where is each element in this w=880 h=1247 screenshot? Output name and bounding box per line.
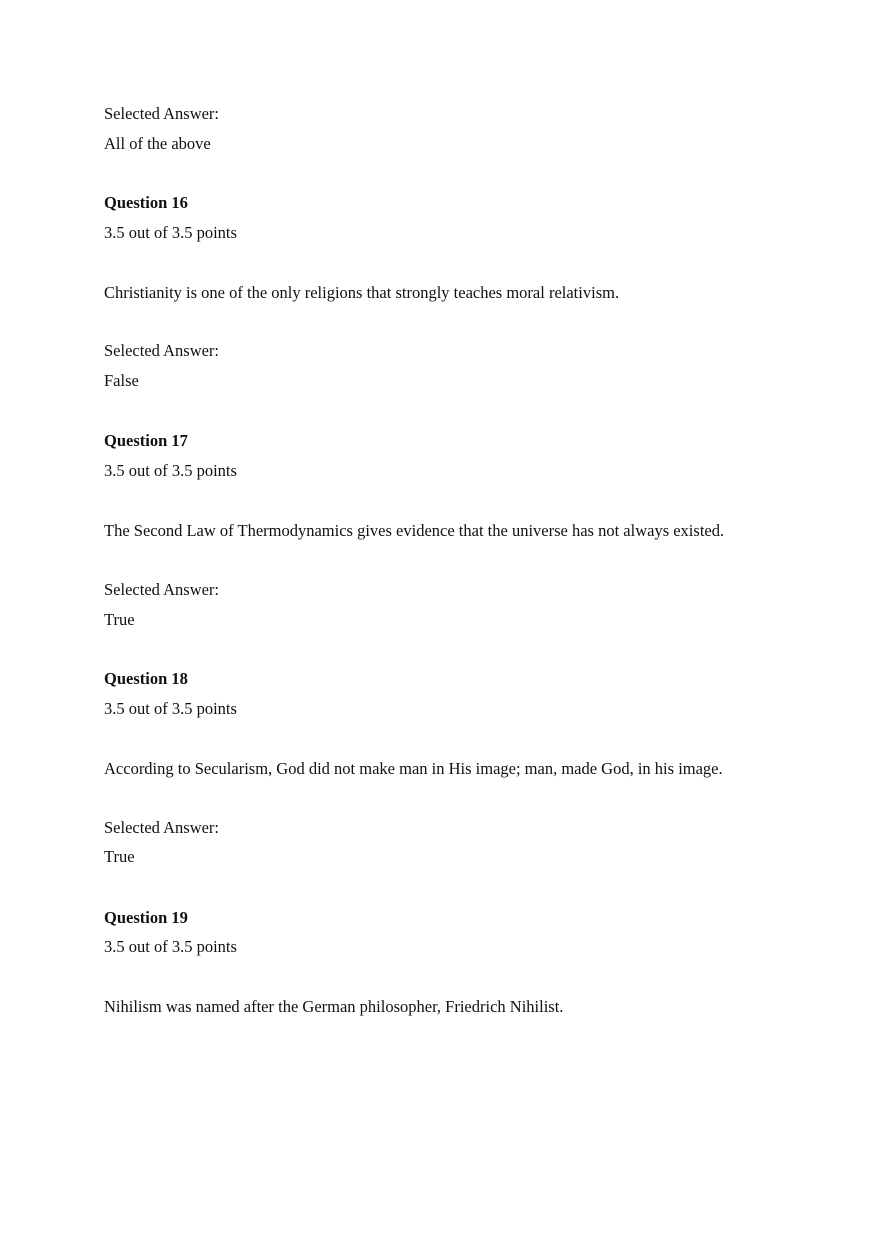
selected-answer-label: Selected Answer: (104, 818, 220, 837)
selected-answer-value: True (104, 847, 135, 866)
selected-answer-value: All of the above (104, 134, 211, 153)
question-text: The Second Law of Thermodynamics gives evidence that the universe has not always existed. (104, 521, 725, 540)
question-title: Question 19 (104, 908, 188, 927)
selected-answer-label: Selected Answer: (104, 104, 220, 123)
selected-answer-value: False (104, 371, 139, 390)
question-text: Nihilism was named after the German philosopher, Friedrich Nihilist. (104, 997, 564, 1016)
question-score: 3.5 out of 3.5 points (104, 937, 237, 956)
question-score: 3.5 out of 3.5 points (104, 461, 237, 480)
selected-answer-value: True (104, 610, 135, 629)
selected-answer-label: Selected Answer: (104, 580, 220, 599)
question-title: Question 16 (104, 193, 188, 212)
question-score: 3.5 out of 3.5 points (104, 699, 237, 718)
question-score: 3.5 out of 3.5 points (104, 223, 237, 242)
question-title: Question 18 (104, 669, 188, 688)
question-title: Question 17 (104, 431, 188, 450)
selected-answer-label: Selected Answer: (104, 341, 220, 360)
question-text: According to Secularism, God did not make man in His image; man, made God, in his image. (104, 759, 723, 778)
question-text: Christianity is one of the only religions that strongly teaches moral relativism. (104, 283, 620, 302)
